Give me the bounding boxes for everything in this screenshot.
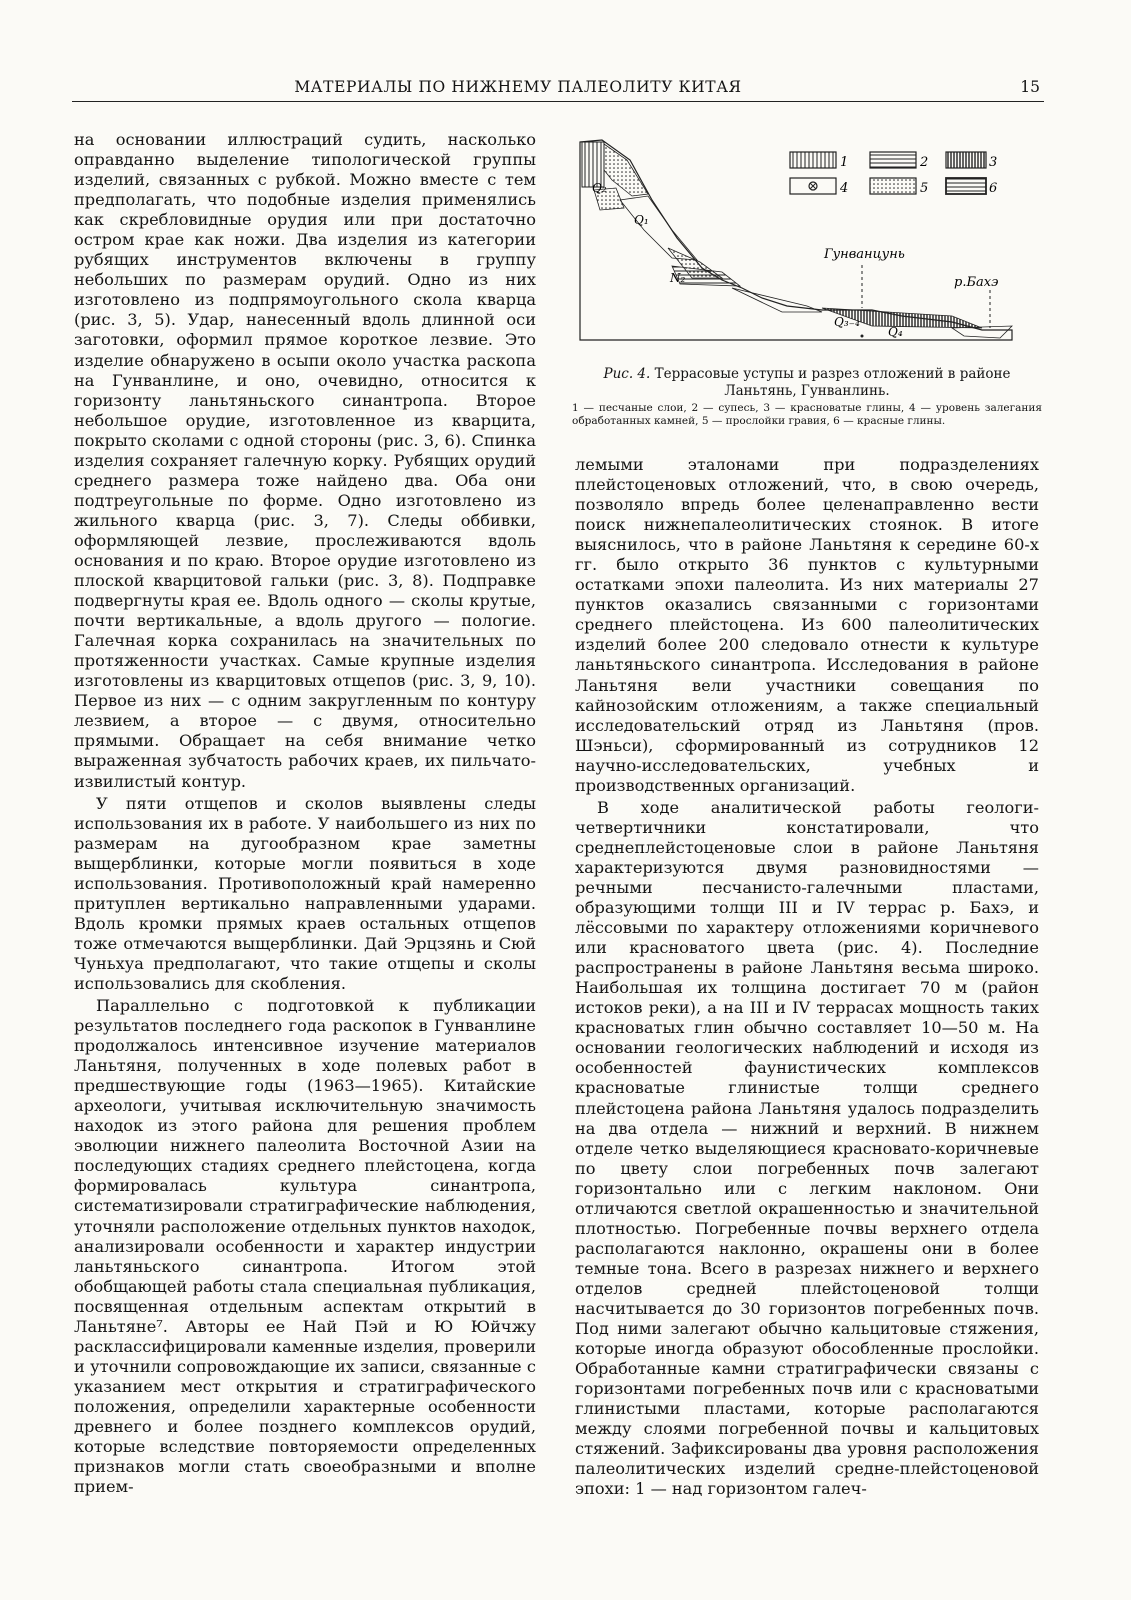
paragraph: Параллельно с подготовкой к публикации результатов последнего года раскопок в Гунванлине продолжалось интенсивное изучение материалов Ланьтяня, полученных в ходе полевых работ в предшествующие годы (1963—1965). Китайские археологи, учитывая исключительную значимость находок из этого района для решения проблем эволюции нижнего палеолита Восточной Азии на последующих стадиях среднего плейстоцена, когда формировалась культура синантропа, систематизировали стратиграфические наблюдения, уточняли расположение отдельных пунктов находок, анализировали особенности и характер индустрии ланьтяньского синантропа. Итогом этой обобщающей работы стала специальная публикация, посвященная отдельным аспектам открытий в Ланьтяне⁷. Авторы ее Най Пэй и Ю Юйчжу расклассифицировали каменные изделия, проверили и уточнили сопровождающие их записи, связанные с указанием мест открытия и стратиграфического положения, определили характерные особенности древнего и более позднего комплексов орудий, которые вследствие повторяемости определенных признаков могли стать своеобразными и вполне прием- — [74, 996, 536, 1497]
legend-number-2: 2 — [920, 155, 929, 170]
label-q3-4: Q₃₋₄ — [834, 315, 860, 329]
legend-swatch-1 — [790, 152, 836, 168]
legend-number-5: 5 — [920, 181, 929, 196]
legend-swatch-2 — [870, 152, 916, 168]
paragraph: У пяти отщепов и сколов выявлены следы использования их в работе. У наибольшего из них по размерам на дугообразном крае заметны выщерблинки, которые могли появиться в ходе использования. Противоположный край намеренно притуплен вертикально направленными ударами. Вдоль кромки прямых краев остальных отщепов тоже отмечаются выщерблинки. Дай Эрцзянь и Сюй Чуньхуа предполагают, что такие отщепы и сколы использовались для скобления. — [74, 793, 536, 993]
legend-swatch-6 — [946, 178, 986, 194]
legend-swatch-3 — [946, 152, 986, 168]
page-number: 15 — [1020, 78, 1040, 96]
label-q4: Q₄ — [888, 325, 903, 339]
paragraph: лемыми эталонами при подразделениях плейстоценовых отложений, что, в свою очередь, позволяло впредь более целенаправленно вести поиск нижнепалеолитических стоянок. В итоге выяснилось, что в районе Ланьтяня к середине 60-х гг. было открыто 36 пунктов с культурными остатками эпохи палеолита. Из них материалы 27 пунктов оказались связанными с горизонтами среднего плейстоцена. Из 600 палеолитических изделий более 200 следовало отнести к культуре ланьтяньского синантропа. Исследования в районе Ланьтяня вели участники совещания по кайнозойским отложениям, а также специальный исследовательский отряд из Ланьтяня (пров. Шэньси), сформированный из сотрудников 12 научно-исследовательских, учебных и производственных организаций. — [575, 455, 1039, 795]
page-header — [72, 70, 1044, 102]
label-q2: Q₂ — [592, 181, 607, 195]
legend-number-1: 1 — [840, 155, 849, 170]
figure-caption-legend: 1 — песчаные слои, 2 — супесь, 3 — красноватые глины, 4 — уровень залегания обработанных камней, 5 — прослойки гравия, 6 — красные глины. — [572, 402, 1042, 427]
legend-number-3: 3 — [989, 155, 998, 170]
legend-number-6: 6 — [989, 181, 998, 196]
legend-number-4: 4 — [840, 181, 849, 196]
cliff-section — [580, 140, 1012, 340]
figure-4 — [572, 130, 1042, 427]
figure-number: Рис. 4. — [603, 366, 651, 382]
right-column — [575, 455, 1039, 1499]
label-site: Гунванцунь — [824, 247, 905, 262]
legend — [790, 152, 997, 196]
header-rule — [72, 101, 1044, 102]
paragraph: на основании иллюстраций судить, насколько оправданно выделение типологической группы изделий, связанных с рубкой. Можно вместе с тем предполагать, что подобные изделия применялись как скребловидные орудия или при достаточно остром крае как ножи. Два изделия из категории рубящих инструментов включены в группу небольших по размерам орудий. Одно из них изготовлено из подпрямоугольного скола кварца (рис. 3, 5). Удар, нанесенный вдоль длинной оси заготовки, оформил прямое короткое лезвие. Это изделие обнаружено в осыпи около участка раскопа на Гунванлине, и оно, очевидно, относится к горизонту ланьтяньского синантропа. Второе небольшое орудие, изготовленное из кварцита, покрыто сколами с одной стороны (рис. 3, 6). Спинка изделия сохраняет галечную корку. Рубящих орудий среднего размера тоже найдено два. Оба они подтреугольные по форме. Одно изготовлено из жильного кварца (рис. 3, 7). Следы оббивки, оформляющей лезвие, прослеживаются вдоль основания и по краю. Второе орудие изготовлено из плоской кварцитовой гальки (рис. 3, 8). Подправке подвергнуты края ее. Вдоль одного — сколы крутые, почти вертикальные, а вдоль другого — пологие. Галечная корка сохранилась на значительных по протяженности участках. Самые крупные изделия изготовлены из кварцитовых отщепов (рис. 3, 9, 10). Первое из них — с одним закругленным по контуру лезвием, а второе — с двумя, относительно прямыми. Обращает на себя внимание четко выраженная зубчатость рабочих краев, их пильчато-извилистый контур. — [74, 130, 536, 791]
legend-swatch-5 — [870, 178, 916, 194]
running-title: МАТЕРИАЛЫ ПО НИЖНЕМУ ПАЛЕОЛИТУ КИТАЯ — [294, 78, 742, 96]
paragraph: В ходе аналитической работы геологи-четвертичники констатировали, что среднеплейстоценовые слои в районе Ланьтяня характеризуются двумя разновидностями — речными песчанисто-галечными пластами, образующими толщи III и IV террас р. Бахэ, и лёссовыми по характеру отложениями коричневого или красноватого цвета (рис. 4). Последние распространены в районе Ланьтяня весьма широко. Наибольшая их толщина достигает 70 м (район истоков реки), а на III и IV террасах мощность таких красноватых глин обычно составляет 10—50 м. На основании геологических наблюдений и исходя из особенностей фаунистических комплексов красноватые глинистые толщи среднего плейстоцена района Ланьтяня удалось подразделить на два отдела — нижний и верхний. В нижнем отделе четко выделяющиеся красновато-коричневые по цвету слои погребенных почв залегают горизонтально или с легким наклоном. Они отличаются светлой окрашенностью и значительной плотностью. Погребенные почвы верхнего отдела располагаются наклонно, окрашены они в более темные тона. Всего в разрезах нижнего и верхнего отделов средней плейстоценовой толщи насчитывается до 30 горизонтов погребенных почв. Под ними залегают обычно кальцитовые стяжения, которые иногда образуют обособленные прослойки. Обработанные камни стратиграфически связаны с горизонтами погребенных почв или с красноватыми глинистыми пластами, которые располагаются между слоями погребенной почвы и кальцитовых стяжений. Зафиксированы два уровня расположения палеолитических изделий средне-плейстоценовой эпохи: 1 — над горизонтом галеч- — [575, 797, 1039, 1499]
label-river: р.Бахэ — [954, 275, 999, 290]
terrace-section-diagram — [572, 130, 1042, 362]
figure-title: Террасовые уступы и разрез отложений в районе Ланьтянь, Гунванлинь. — [654, 366, 1011, 399]
label-n2: N₂ — [670, 271, 686, 285]
label-q1: Q₁ — [634, 213, 649, 227]
figure-caption-title — [572, 366, 1042, 400]
left-column — [74, 130, 536, 1497]
